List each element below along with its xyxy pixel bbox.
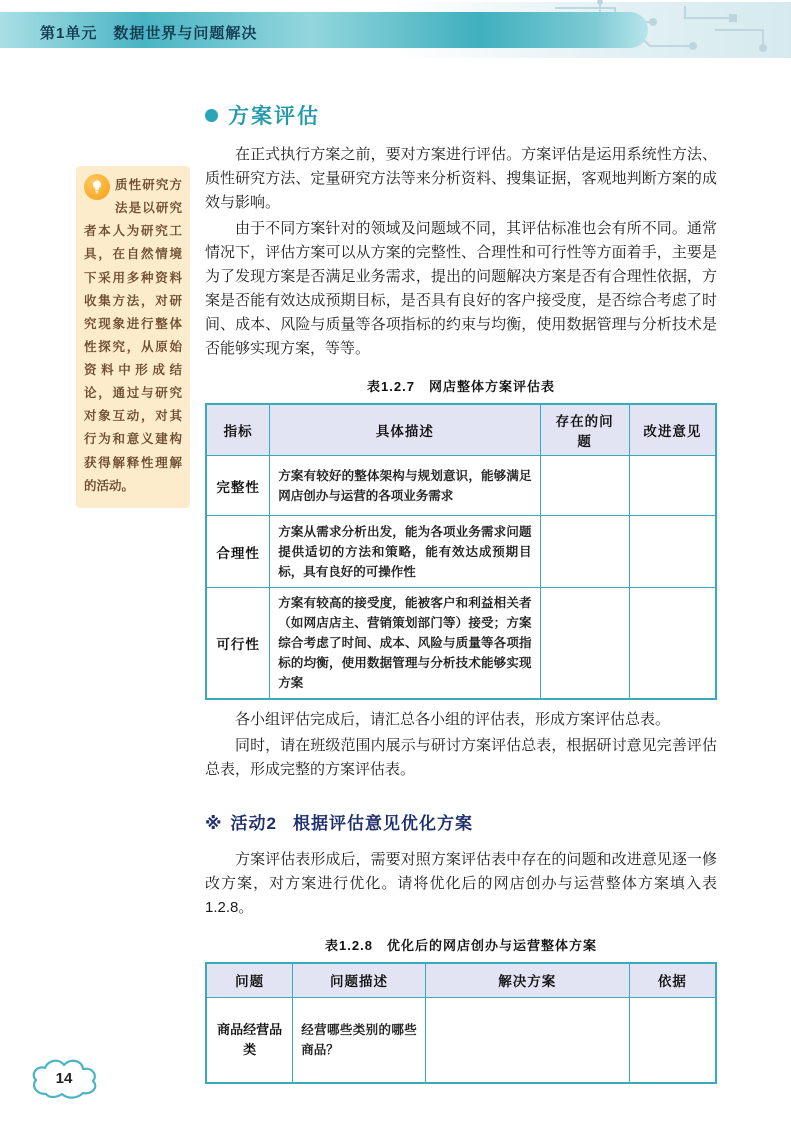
lightbulb-icon [84, 174, 110, 200]
description-cell: 方案有较好的整体架构与规划意识，能够满足网店创办与运营的各项业务需求 [270, 456, 540, 516]
problems-blank-cell [540, 516, 629, 588]
section-bullet-icon [205, 109, 218, 122]
activity-heading [205, 809, 717, 834]
problem-cell: 商品经营品类 [206, 997, 293, 1083]
description-cell: 方案有较高的接受度，能被客户和利益相关者（如网店店主、营销策划部门等）接受；方案综合考虑了时间、成本、风险与质量等各项指标的均衡，使用数据管理与分析技术能够实现方案 [270, 588, 540, 700]
table-row [206, 456, 716, 516]
section-title-text: 方案评估 [228, 105, 320, 128]
indicator-cell: 合理性 [206, 516, 270, 588]
body-paragraph: 由于不同方案针对的领域及问题域不同，其评估标准也会有所不同。通常情况下，评估方案可以从方案的完整性、合理性和可行性等方面着手，主要是为了发现方案是否满足业务需求，提出的问题解决方案是否有合理性依据，方案是否能有效达成预期目标，是否具有良好的客户接受度，是否综合考虑了时间、成本、风险与质量等各项指标的约束与均衡，使用数据管理与分析技术是否能够实现方案，等等。 [205, 220, 717, 357]
activity-label: 活动2 [230, 814, 277, 833]
column-header: 存在的问题 [540, 404, 629, 456]
margin-note [76, 166, 190, 508]
page-number: 14 [55, 1070, 73, 1087]
activity-title-text: 根据评估意见优化方案 [293, 814, 473, 833]
body-paragraph: 在正式执行方案之前，要对方案进行评估。方案评估是运用系统性方法、质性研究方法、定量研究方法等来分析资料、搜集证据，客观地判断方案的成效与影响。 [205, 146, 717, 211]
description-cell: 方案从需求分析出发，能为各项业务需求问题提供适切的方法和策略，能有效达成预期目标，具有良好的可操作性 [270, 516, 540, 588]
indicator-cell: 可行性 [206, 588, 270, 700]
column-header: 改进意见 [629, 404, 716, 456]
problems-blank-cell [540, 588, 629, 700]
table-row [206, 588, 716, 700]
solution-blank-cell [425, 997, 629, 1083]
column-header: 具体描述 [270, 404, 540, 456]
suggestions-blank-cell [629, 516, 716, 588]
body-paragraph: 方案评估表形成后，需要对照方案评估表中存在的问题和改进意见逐一修改方案，对方案进行优化。请将优化后的网店创办与运营整体方案填入表1.2.8。 [205, 851, 717, 916]
section-heading [205, 100, 717, 130]
indicator-cell: 完整性 [206, 456, 270, 516]
activity-marker: ※ [205, 814, 223, 833]
table-row [206, 516, 716, 588]
column-header: 问题 [206, 963, 293, 997]
table-header-row [206, 963, 716, 997]
body-paragraph: 同时，请在班级范围内展示与研讨方案评估总表，根据研讨意见完善评估总表，形成完整的方案评估表。 [205, 737, 717, 778]
suggestions-blank-cell [629, 588, 716, 700]
column-header: 指标 [206, 404, 270, 456]
column-header: 问题描述 [293, 963, 426, 997]
basis-blank-cell [629, 997, 716, 1083]
body-paragraph: 各小组评估完成后，请汇总各小组的评估表，形成方案评估总表。 [235, 711, 671, 728]
main-content [205, 100, 717, 1084]
table-caption: 表1.2.8 优化后的网店创办与运营整体方案 [325, 938, 597, 953]
unit-label: 第1单元 数据世界与问题解决 [40, 25, 258, 42]
page-number-cloud [28, 1056, 100, 1104]
evaluation-table [205, 403, 717, 700]
problems-blank-cell [540, 456, 629, 516]
table-header-row [206, 404, 716, 456]
margin-note-text: 质性研究方法是以研究者本人为研究工具，在自然情境下采用多种资料收集方法，对研究现象进行整体性探究，从原始资料中形成结论，通过与研究对象互动，对其行为和意义建构获得解释性理解的活动。 [84, 178, 182, 493]
unit-header-band [0, 0, 791, 64]
table-row [206, 997, 716, 1083]
table-caption: 表1.2.7 网店整体方案评估表 [367, 379, 555, 394]
column-header: 解决方案 [425, 963, 629, 997]
suggestions-blank-cell [629, 456, 716, 516]
column-header: 依据 [629, 963, 716, 997]
optimized-plan-table [205, 962, 717, 1084]
description-cell: 经营哪些类别的哪些商品？ [293, 997, 426, 1083]
